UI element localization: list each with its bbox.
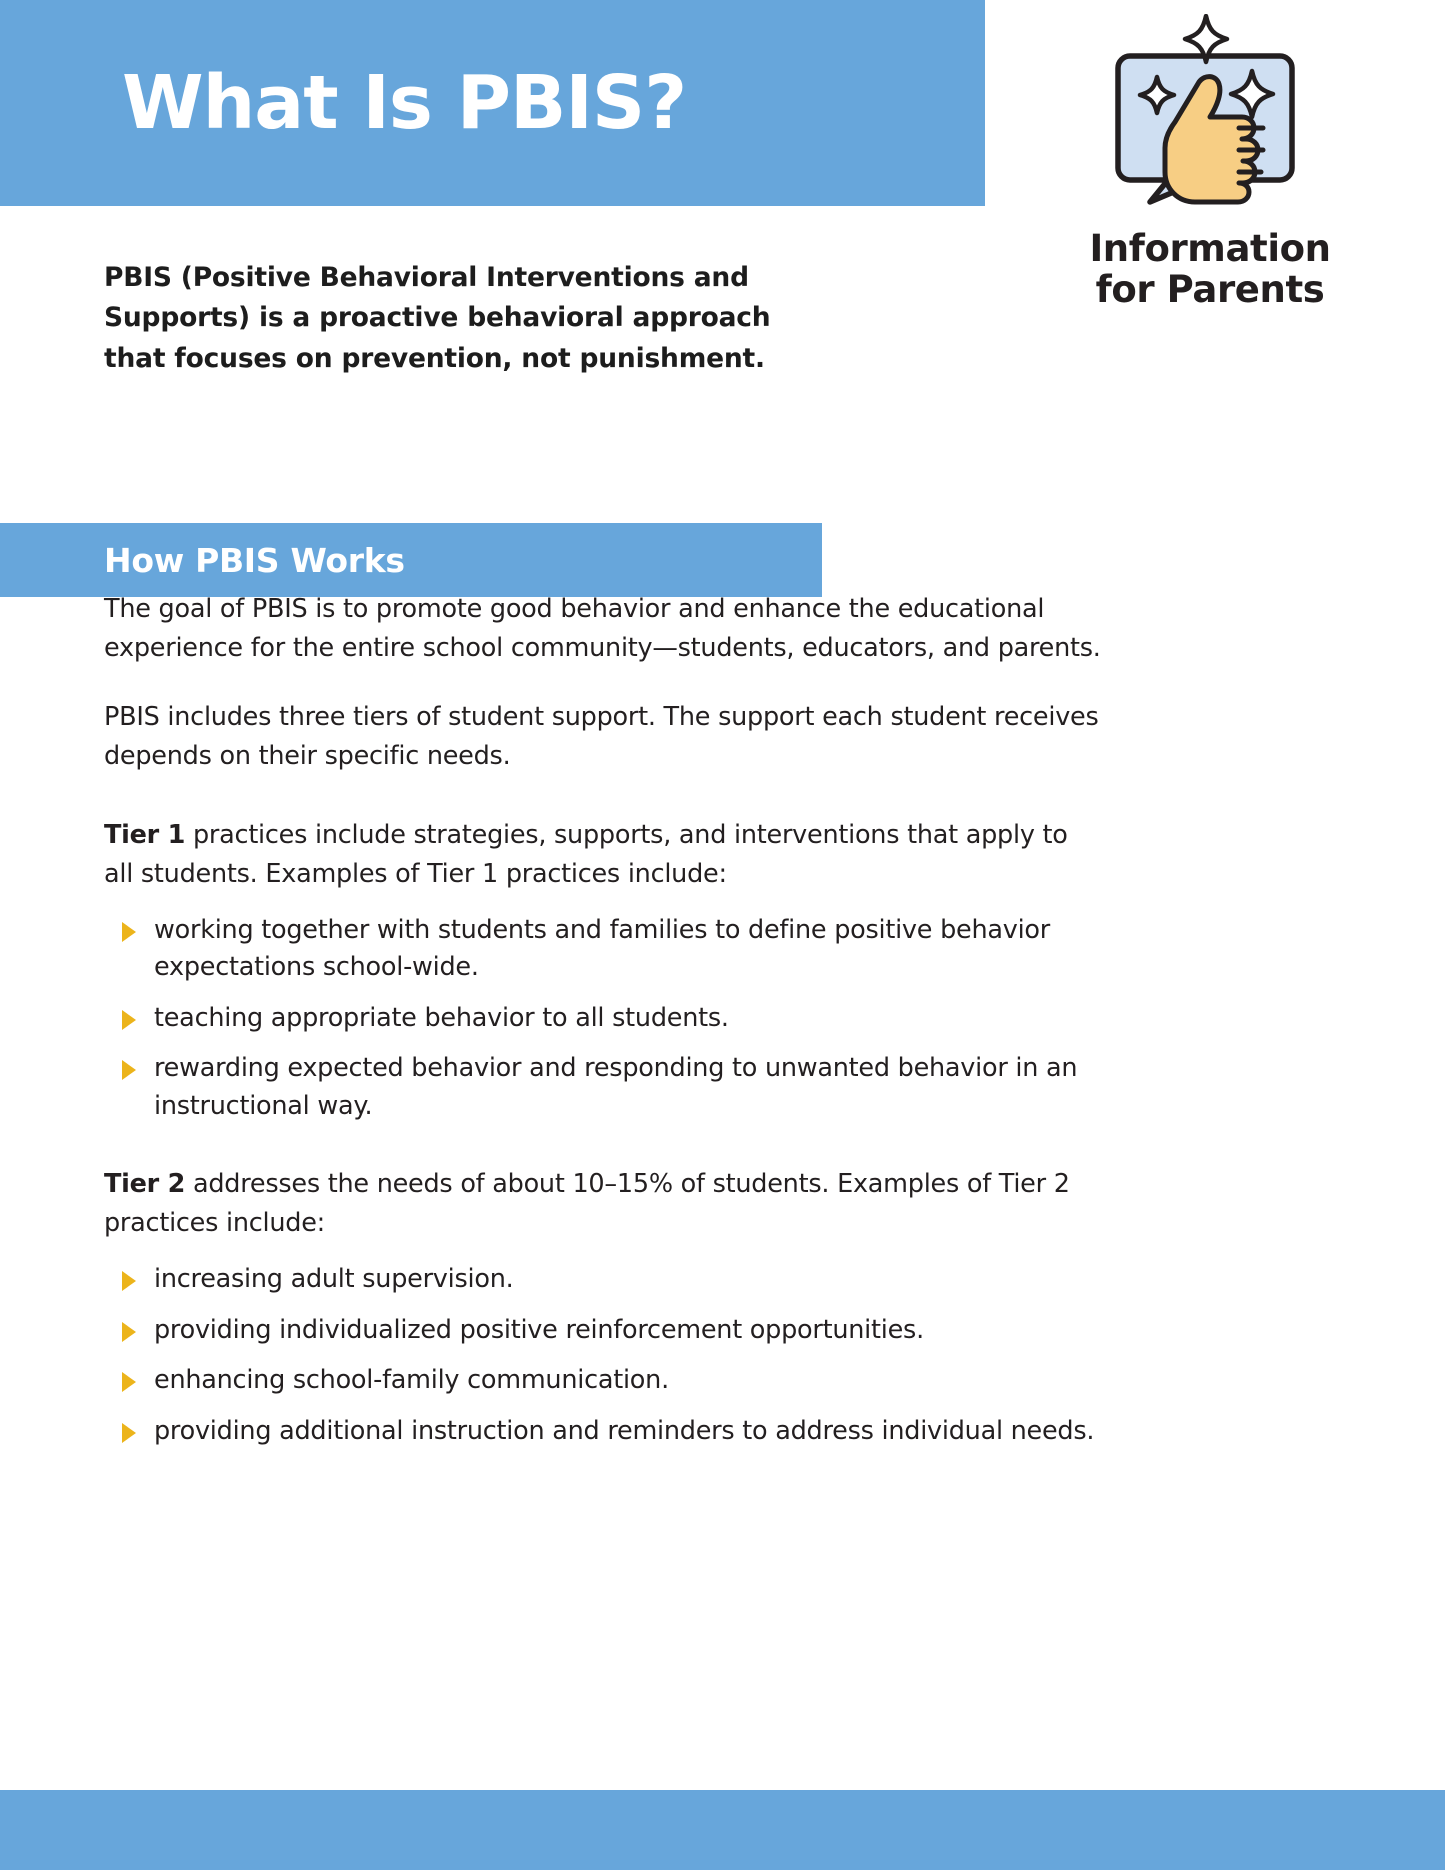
header-banner xyxy=(0,0,985,206)
list-item-text: enhancing school-family communication. xyxy=(154,1365,669,1396)
section-title: How PBIS Works xyxy=(104,540,405,580)
intro-paragraph: PBIS (Positive Behavioral Interventions and Supports) is a proactive behavioral approach that focuses on prevention, not punishment. xyxy=(104,262,771,374)
paragraph-goal: The goal of PBIS is to promote good behavior and enhance the educational experience for the entire school community—students, educators, and parents. xyxy=(104,594,1101,663)
list-item-text: increasing adult supervision. xyxy=(154,1264,514,1295)
list-item xyxy=(122,1413,1104,1450)
list-item xyxy=(122,1312,1104,1349)
icon-caption-line-2: for Parents xyxy=(1095,268,1325,312)
tier1-bullet-list xyxy=(104,912,1104,1125)
tier1-intro-text: practices include strategies, supports, and interventions that apply to all students. Examples of Tier 1 practices include: xyxy=(104,820,1068,889)
body-content xyxy=(104,548,1104,1463)
thumbs-up-speech-bubble-icon xyxy=(1103,14,1318,214)
paragraph-tier2-intro xyxy=(104,1165,1104,1243)
icon-caption-line-1: Information xyxy=(1089,227,1331,270)
list-item-text: working together with students and families to define positive behavior expectations school-wide. xyxy=(154,915,1050,983)
list-item xyxy=(122,1261,1104,1298)
information-for-parents-block xyxy=(1010,14,1410,311)
triangle-bullet-icon xyxy=(122,1423,136,1443)
icon-caption xyxy=(1075,228,1345,311)
list-item-text: teaching appropriate behavior to all students. xyxy=(154,1002,729,1033)
list-item-text: providing individualized positive reinforcement opportunities. xyxy=(154,1314,924,1345)
triangle-bullet-icon xyxy=(122,1271,136,1291)
list-item xyxy=(122,1362,1104,1399)
paragraph-tier1-intro xyxy=(104,816,1104,894)
list-item-text: providing additional instruction and reminders to address individual needs. xyxy=(154,1415,1095,1446)
tier2-label: Tier 2 xyxy=(104,1169,186,1200)
tier1-label: Tier 1 xyxy=(104,820,186,850)
paragraph-tiers: PBIS includes three tiers of student support. The support each student receives depends on their specific needs. xyxy=(104,702,1099,771)
triangle-bullet-icon xyxy=(122,1322,136,1342)
triangle-bullet-icon xyxy=(122,1372,136,1392)
list-item xyxy=(122,912,1104,987)
triangle-bullet-icon xyxy=(122,1010,136,1030)
list-item-text: rewarding expected behavior and responding to unwanted behavior in an instructional way. xyxy=(154,1053,1078,1121)
page-title: What Is PBIS? xyxy=(122,60,687,146)
tier2-intro-text: addresses the needs of about 10–15% of students. Examples of Tier 2 practices include: xyxy=(104,1169,1070,1239)
tier2-bullet-list xyxy=(104,1261,1104,1450)
footer-bar xyxy=(0,1790,1445,1870)
triangle-bullet-icon xyxy=(122,922,136,942)
list-item xyxy=(122,1050,1104,1125)
list-item xyxy=(122,1000,1104,1037)
triangle-bullet-icon xyxy=(122,1060,136,1080)
